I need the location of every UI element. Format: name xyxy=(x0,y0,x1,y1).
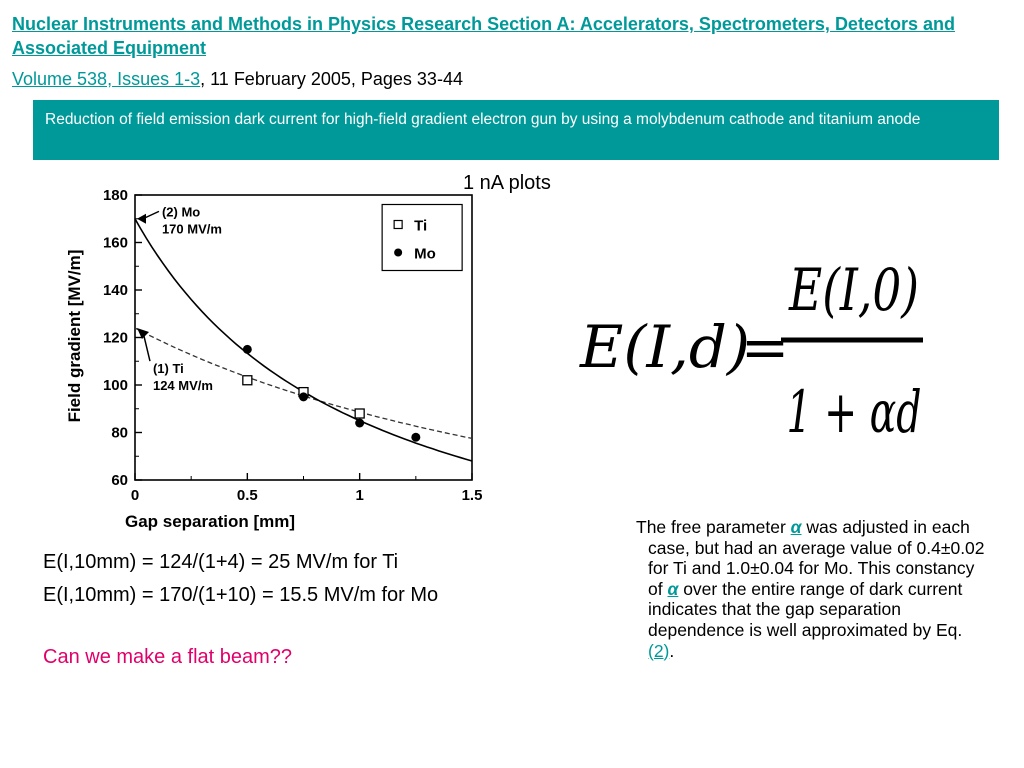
chart-legend xyxy=(382,205,462,271)
annotation-line2: 170 MV/m xyxy=(161,221,222,237)
y-tick-label: 120 xyxy=(102,329,128,347)
point-ti xyxy=(243,376,252,385)
legend-marker-mo xyxy=(394,249,402,257)
calc-line-ti: E(I,10mm) = 124/(1+4) = 25 MV/m for Ti xyxy=(43,551,399,573)
x-tick-label: 0 xyxy=(130,487,140,504)
point-mo xyxy=(411,433,420,442)
point-mo xyxy=(355,419,364,428)
flat-beam-question: Can we make a flat beam?? xyxy=(43,646,293,668)
formula-numerator: E(I,0) xyxy=(788,256,919,324)
article-title: Reduction of field emission dark current for high-field gradient electron gun by using a molybdenum cathode and titanium anode xyxy=(45,111,921,128)
equation-2-link[interactable]: (2) xyxy=(648,640,670,661)
date-pages: , 11 February 2005, Pages 33-44 xyxy=(200,69,463,89)
point-ti xyxy=(355,409,364,418)
alpha-link-1[interactable]: α xyxy=(790,517,802,537)
chart-annotations xyxy=(137,204,222,393)
x-tick-label: 0.5 xyxy=(236,487,258,504)
journal-title[interactable] xyxy=(12,12,1002,60)
annotation-line1: (1) Ti xyxy=(152,361,184,377)
desc-text-3: over the entire range of dark current indicates that the gap separation dependence is well approximated by Eq. xyxy=(648,578,963,640)
y-tick-label: 80 xyxy=(111,424,128,442)
annotation-line1: (2) Mo xyxy=(161,204,201,220)
y-axis-label: Field gradient [MV/m] xyxy=(65,249,84,423)
x-tick-label: 1.5 xyxy=(461,487,483,504)
y-tick-label: 100 xyxy=(102,377,128,394)
plot-caption: 1 nA plots xyxy=(463,172,551,194)
y-tick-label: 60 xyxy=(111,472,128,489)
field-gradient-chart xyxy=(55,175,485,535)
y-tick-label: 160 xyxy=(102,234,128,252)
point-mo xyxy=(243,345,252,354)
desc-text-4: . xyxy=(669,640,675,661)
legend-label-mo: Mo xyxy=(414,245,436,263)
annotation-line2: 124 MV/m xyxy=(152,378,213,394)
x-axis-label: Gap separation [mm] xyxy=(124,512,296,531)
journal-title-link[interactable]: Nuclear Instruments and Methods in Physics Research Section A: Accelerators, Spectrometers, Detectors and Associated Equipment xyxy=(12,14,955,58)
volume-line xyxy=(12,67,463,91)
legend-label-ti: Ti xyxy=(414,217,428,235)
point-mo xyxy=(299,392,308,401)
legend-marker-ti xyxy=(394,221,402,229)
desc-text-1: The free parameter xyxy=(636,517,791,537)
gradient-formula xyxy=(578,222,928,447)
formula-equals: = xyxy=(740,313,790,381)
volume-link[interactable]: Volume 538, Issues 1-3 xyxy=(12,69,201,89)
alpha-link-2[interactable]: α xyxy=(667,578,679,599)
chart-points xyxy=(243,345,421,442)
annotation-arrowhead xyxy=(137,214,146,224)
article-title-banner xyxy=(33,100,999,160)
x-tick-label: 1 xyxy=(355,487,364,504)
desc-text-2: was adjusted in each case, but had an average value of 0.4±0.02 for Ti and 1.0±0.04 for Mo. This constancy of xyxy=(648,517,985,599)
calc-line-mo: E(I,10mm) = 170/(1+10) = 15.5 MV/m for Mo xyxy=(43,584,439,606)
y-tick-label: 140 xyxy=(102,282,128,299)
formula-lhs: E(I,d) xyxy=(578,313,750,381)
alpha-description xyxy=(636,517,988,661)
formula-denominator: 1 + αd xyxy=(786,378,922,446)
y-tick-label: 180 xyxy=(102,187,128,204)
